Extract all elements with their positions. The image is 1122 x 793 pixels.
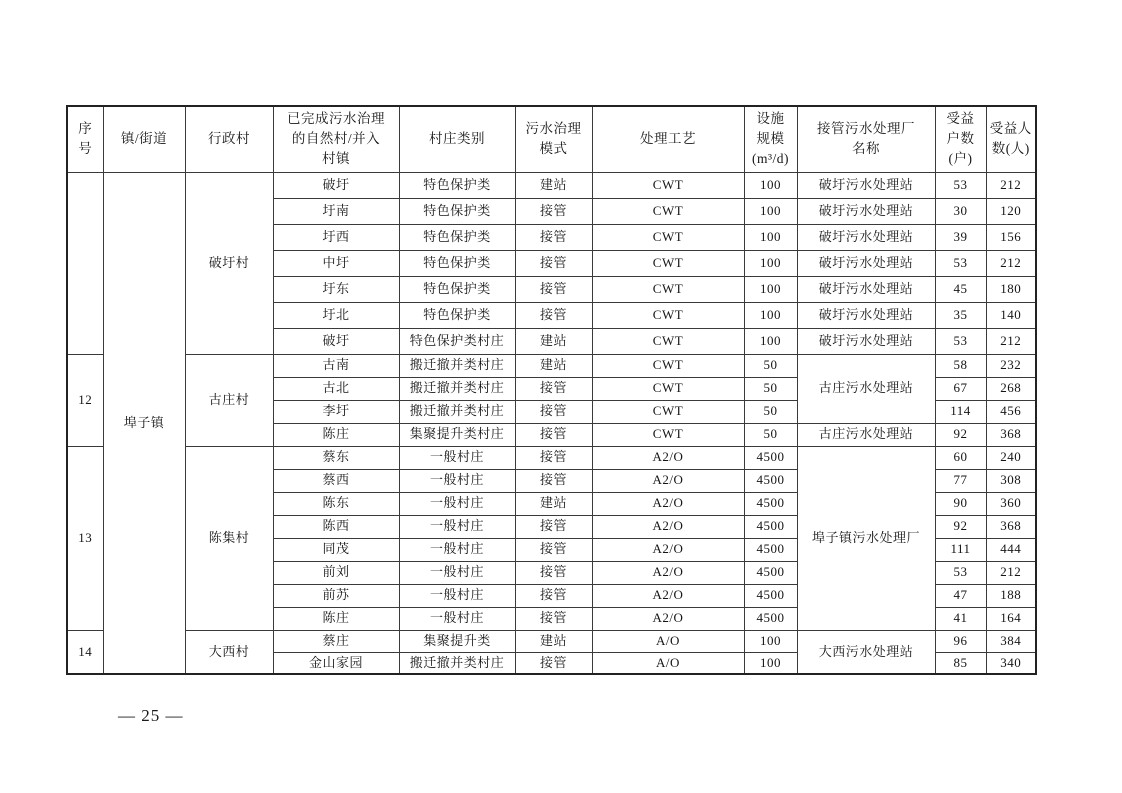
cell-hamlet: 陈东 bbox=[273, 492, 399, 515]
cell-hamlet: 陈庄 bbox=[273, 607, 399, 630]
cell-process: CWT bbox=[592, 423, 744, 446]
cell-people: 212 bbox=[986, 561, 1036, 584]
cell-scale: 50 bbox=[744, 423, 797, 446]
cell-process: A/O bbox=[592, 630, 744, 652]
cell-process: A2/O bbox=[592, 515, 744, 538]
cell-mode: 接管 bbox=[515, 607, 592, 630]
cell-households: 96 bbox=[935, 630, 986, 652]
cell-scale: 4500 bbox=[744, 515, 797, 538]
table-row bbox=[67, 446, 1036, 469]
cell-category: 一般村庄 bbox=[399, 607, 515, 630]
column-header-mode: 污水治理 模式 bbox=[515, 106, 592, 172]
cell-hamlet: 陈西 bbox=[273, 515, 399, 538]
cell-category: 一般村庄 bbox=[399, 538, 515, 561]
cell-households: 53 bbox=[935, 561, 986, 584]
cell-people: 212 bbox=[986, 250, 1036, 276]
cell-category: 搬迁撤并类村庄 bbox=[399, 354, 515, 377]
cell-people: 188 bbox=[986, 584, 1036, 607]
cell-households: 53 bbox=[935, 250, 986, 276]
cell-scale: 50 bbox=[744, 400, 797, 423]
cell-hamlet: 古南 bbox=[273, 354, 399, 377]
cell-process: A2/O bbox=[592, 561, 744, 584]
cell-scale: 100 bbox=[744, 276, 797, 302]
header-row bbox=[67, 106, 1036, 172]
cell-households: 53 bbox=[935, 328, 986, 354]
cell-mode: 建站 bbox=[515, 630, 592, 652]
cell-process: A/O bbox=[592, 652, 744, 674]
cell-people: 156 bbox=[986, 224, 1036, 250]
cell-scale: 100 bbox=[744, 302, 797, 328]
column-header-category: 村庄类别 bbox=[399, 106, 515, 172]
cell-plant: 破圩污水处理站 bbox=[797, 172, 935, 198]
cell-category: 特色保护类 bbox=[399, 224, 515, 250]
cell-households: 30 bbox=[935, 198, 986, 224]
cell-hamlet: 中圩 bbox=[273, 250, 399, 276]
cell-category: 一般村庄 bbox=[399, 584, 515, 607]
table-row bbox=[67, 630, 1036, 652]
cell-scale: 50 bbox=[744, 377, 797, 400]
cell-scale: 4500 bbox=[744, 492, 797, 515]
cell-category: 特色保护类 bbox=[399, 172, 515, 198]
cell-people: 340 bbox=[986, 652, 1036, 674]
cell-mode: 接管 bbox=[515, 652, 592, 674]
column-header-village: 行政村 bbox=[185, 106, 273, 172]
cell-hamlet: 蔡东 bbox=[273, 446, 399, 469]
cell-scale: 4500 bbox=[744, 446, 797, 469]
cell-households: 45 bbox=[935, 276, 986, 302]
cell-mode: 建站 bbox=[515, 492, 592, 515]
cell-category: 特色保护类 bbox=[399, 198, 515, 224]
cell-process: CWT bbox=[592, 172, 744, 198]
cell-hamlet: 蔡西 bbox=[273, 469, 399, 492]
cell-mode: 接管 bbox=[515, 302, 592, 328]
cell-plant: 大西污水处理站 bbox=[797, 630, 935, 674]
cell-category: 一般村庄 bbox=[399, 515, 515, 538]
cell-hamlet: 破圩 bbox=[273, 172, 399, 198]
cell-hamlet: 圩北 bbox=[273, 302, 399, 328]
cell-process: CWT bbox=[592, 354, 744, 377]
cell-category: 一般村庄 bbox=[399, 469, 515, 492]
cell-mode: 接管 bbox=[515, 584, 592, 607]
cell-people: 180 bbox=[986, 276, 1036, 302]
column-header-hamlet: 已完成污水治理 的自然村/并入 村镇 bbox=[273, 106, 399, 172]
cell-scale: 100 bbox=[744, 250, 797, 276]
cell-category: 一般村庄 bbox=[399, 446, 515, 469]
cell-mode: 接管 bbox=[515, 515, 592, 538]
cell-households: 60 bbox=[935, 446, 986, 469]
cell-process: A2/O bbox=[592, 538, 744, 561]
cell-hamlet: 同茂 bbox=[273, 538, 399, 561]
cell-category: 搬迁撤并类村庄 bbox=[399, 377, 515, 400]
cell-mode: 建站 bbox=[515, 328, 592, 354]
cell-process: CWT bbox=[592, 302, 744, 328]
cell-process: A2/O bbox=[592, 492, 744, 515]
cell-people: 456 bbox=[986, 400, 1036, 423]
cell-mode: 建站 bbox=[515, 354, 592, 377]
cell-households: 92 bbox=[935, 423, 986, 446]
cell-town: 埠子镇 bbox=[103, 172, 185, 674]
page-number: — 25 — bbox=[118, 706, 184, 725]
cell-hamlet: 陈庄 bbox=[273, 423, 399, 446]
cell-mode: 接管 bbox=[515, 224, 592, 250]
cell-process: CWT bbox=[592, 250, 744, 276]
cell-mode: 接管 bbox=[515, 561, 592, 584]
cell-category: 特色保护类 bbox=[399, 250, 515, 276]
cell-scale: 4500 bbox=[744, 469, 797, 492]
cell-people: 368 bbox=[986, 515, 1036, 538]
cell-process: CWT bbox=[592, 276, 744, 302]
cell-mode: 接管 bbox=[515, 377, 592, 400]
cell-category: 集聚提升类村庄 bbox=[399, 423, 515, 446]
cell-hamlet: 圩南 bbox=[273, 198, 399, 224]
cell-village: 古庄村 bbox=[185, 354, 273, 446]
cell-households: 41 bbox=[935, 607, 986, 630]
cell-people: 212 bbox=[986, 328, 1036, 354]
cell-scale: 100 bbox=[744, 630, 797, 652]
cell-hamlet: 圩西 bbox=[273, 224, 399, 250]
cell-category: 特色保护类村庄 bbox=[399, 328, 515, 354]
cell-serial: 13 bbox=[67, 446, 103, 630]
cell-category: 集聚提升类 bbox=[399, 630, 515, 652]
cell-people: 268 bbox=[986, 377, 1036, 400]
cell-households: 67 bbox=[935, 377, 986, 400]
cell-scale: 4500 bbox=[744, 538, 797, 561]
column-header-households: 受益 户数 (户) bbox=[935, 106, 986, 172]
cell-village: 大西村 bbox=[185, 630, 273, 674]
sewage-treatment-table bbox=[66, 105, 1037, 675]
cell-hamlet: 圩东 bbox=[273, 276, 399, 302]
column-header-serial: 序 号 bbox=[67, 106, 103, 172]
cell-scale: 100 bbox=[744, 224, 797, 250]
cell-process: A2/O bbox=[592, 446, 744, 469]
cell-mode: 接管 bbox=[515, 276, 592, 302]
cell-hamlet: 前刘 bbox=[273, 561, 399, 584]
cell-households: 35 bbox=[935, 302, 986, 328]
column-header-people: 受益人 数(人) bbox=[986, 106, 1036, 172]
cell-serial: 12 bbox=[67, 354, 103, 446]
cell-people: 212 bbox=[986, 172, 1036, 198]
cell-process: CWT bbox=[592, 400, 744, 423]
cell-village: 破圩村 bbox=[185, 172, 273, 354]
cell-scale: 100 bbox=[744, 198, 797, 224]
cell-process: CWT bbox=[592, 224, 744, 250]
cell-serial: 14 bbox=[67, 630, 103, 674]
cell-scale: 100 bbox=[744, 328, 797, 354]
cell-plant: 破圩污水处理站 bbox=[797, 328, 935, 354]
cell-mode: 接管 bbox=[515, 250, 592, 276]
table-header bbox=[67, 106, 1036, 172]
column-header-scale: 设施 规模 (m³/d) bbox=[744, 106, 797, 172]
cell-households: 90 bbox=[935, 492, 986, 515]
table-row bbox=[67, 354, 1036, 377]
column-header-process: 处理工艺 bbox=[592, 106, 744, 172]
cell-category: 搬迁撤并类村庄 bbox=[399, 652, 515, 674]
cell-process: CWT bbox=[592, 198, 744, 224]
cell-category: 特色保护类 bbox=[399, 276, 515, 302]
cell-households: 58 bbox=[935, 354, 986, 377]
cell-households: 111 bbox=[935, 538, 986, 561]
cell-process: CWT bbox=[592, 328, 744, 354]
cell-plant: 埠子镇污水处理厂 bbox=[797, 446, 935, 630]
cell-scale: 4500 bbox=[744, 607, 797, 630]
cell-plant: 古庄污水处理站 bbox=[797, 354, 935, 423]
cell-people: 240 bbox=[986, 446, 1036, 469]
column-header-town: 镇/街道 bbox=[103, 106, 185, 172]
cell-mode: 接管 bbox=[515, 538, 592, 561]
cell-people: 232 bbox=[986, 354, 1036, 377]
cell-plant: 破圩污水处理站 bbox=[797, 276, 935, 302]
cell-hamlet: 李圩 bbox=[273, 400, 399, 423]
cell-people: 384 bbox=[986, 630, 1036, 652]
cell-plant: 古庄污水处理站 bbox=[797, 423, 935, 446]
cell-mode: 接管 bbox=[515, 469, 592, 492]
cell-process: CWT bbox=[592, 377, 744, 400]
cell-hamlet: 前苏 bbox=[273, 584, 399, 607]
cell-mode: 接管 bbox=[515, 198, 592, 224]
cell-scale: 4500 bbox=[744, 584, 797, 607]
cell-process: A2/O bbox=[592, 607, 744, 630]
cell-hamlet: 金山家园 bbox=[273, 652, 399, 674]
cell-people: 164 bbox=[986, 607, 1036, 630]
cell-plant: 破圩污水处理站 bbox=[797, 198, 935, 224]
cell-people: 368 bbox=[986, 423, 1036, 446]
column-header-plant: 接管污水处理厂 名称 bbox=[797, 106, 935, 172]
cell-people: 360 bbox=[986, 492, 1036, 515]
cell-plant: 破圩污水处理站 bbox=[797, 302, 935, 328]
cell-hamlet: 古北 bbox=[273, 377, 399, 400]
cell-households: 39 bbox=[935, 224, 986, 250]
cell-households: 114 bbox=[935, 400, 986, 423]
cell-households: 85 bbox=[935, 652, 986, 674]
cell-category: 特色保护类 bbox=[399, 302, 515, 328]
cell-people: 140 bbox=[986, 302, 1036, 328]
cell-scale: 4500 bbox=[744, 561, 797, 584]
cell-process: A2/O bbox=[592, 584, 744, 607]
cell-process: A2/O bbox=[592, 469, 744, 492]
cell-category: 搬迁撤并类村庄 bbox=[399, 400, 515, 423]
cell-category: 一般村庄 bbox=[399, 492, 515, 515]
cell-households: 92 bbox=[935, 515, 986, 538]
cell-mode: 接管 bbox=[515, 400, 592, 423]
cell-people: 308 bbox=[986, 469, 1036, 492]
cell-category: 一般村庄 bbox=[399, 561, 515, 584]
table-row bbox=[67, 172, 1036, 198]
cell-hamlet: 破圩 bbox=[273, 328, 399, 354]
cell-plant: 破圩污水处理站 bbox=[797, 224, 935, 250]
cell-mode: 接管 bbox=[515, 446, 592, 469]
cell-scale: 100 bbox=[744, 652, 797, 674]
cell-people: 444 bbox=[986, 538, 1036, 561]
cell-plant: 破圩污水处理站 bbox=[797, 250, 935, 276]
cell-people: 120 bbox=[986, 198, 1036, 224]
cell-mode: 建站 bbox=[515, 172, 592, 198]
table-body bbox=[67, 172, 1036, 674]
cell-mode: 接管 bbox=[515, 423, 592, 446]
cell-households: 53 bbox=[935, 172, 986, 198]
cell-hamlet: 蔡庄 bbox=[273, 630, 399, 652]
cell-village: 陈集村 bbox=[185, 446, 273, 630]
cell-scale: 100 bbox=[744, 172, 797, 198]
cell-scale: 50 bbox=[744, 354, 797, 377]
cell-serial bbox=[67, 172, 103, 354]
cell-households: 47 bbox=[935, 584, 986, 607]
cell-households: 77 bbox=[935, 469, 986, 492]
